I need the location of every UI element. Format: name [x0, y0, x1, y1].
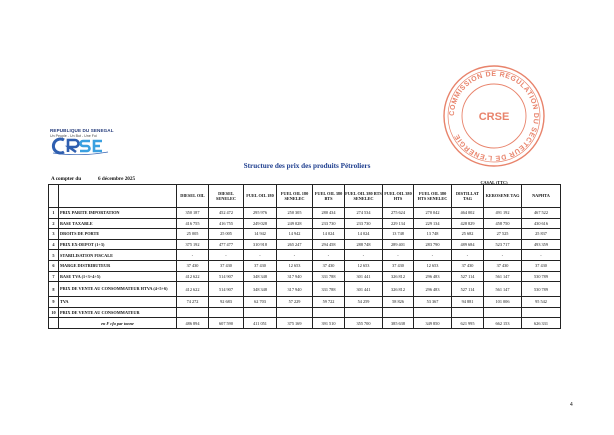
regulator-stamp — [440, 62, 548, 170]
table-row — [49, 318, 561, 329]
col-header: FUEL OIL 380 BTS — [313, 185, 345, 208]
table-cell: 233 730 — [345, 218, 383, 229]
row-label: PRIX PARITE IMPORTATION — [59, 208, 177, 219]
table-cell: 95 542 — [522, 297, 561, 308]
col-header: KEROSENE TAG — [484, 185, 522, 208]
table-cell: 527 114 — [452, 271, 484, 282]
table-cell: 12 653 — [277, 260, 313, 271]
table-cell: 37 430 — [244, 260, 277, 271]
table-cell: 350 187 — [177, 208, 209, 219]
table-row — [49, 208, 561, 219]
table-cell: 349 850 — [414, 318, 452, 329]
row-index: 8 — [49, 282, 59, 297]
table-cell: 301 441 — [345, 271, 383, 282]
row-label: TVA — [59, 297, 177, 308]
table-cell: 458 750 — [484, 218, 522, 229]
price-structure-table — [48, 184, 561, 329]
table-cell: 280 434 — [313, 208, 345, 219]
table-cell: - — [209, 250, 244, 261]
table-cell: 37 430 — [522, 260, 561, 271]
table-cell: 27 525 — [484, 229, 522, 240]
document-title: Structure des prix des produits Pétroliers — [243, 162, 371, 170]
page-number: 4 — [570, 402, 573, 408]
table-cell: 530 789 — [522, 282, 561, 297]
date-value: 6 décembre 2025 — [98, 176, 136, 182]
table-row — [49, 218, 561, 229]
table-cell — [277, 307, 313, 318]
table-cell: 452 472 — [209, 208, 244, 219]
table-cell: 274 534 — [345, 208, 383, 219]
table-cell: - — [414, 250, 452, 261]
table-cell: - — [383, 250, 414, 261]
table-cell: 58 826 — [383, 297, 414, 308]
table-row — [49, 282, 561, 297]
table-cell: 288 748 — [345, 239, 383, 250]
table-cell: 59 722 — [313, 297, 345, 308]
col-header: FUEL OIL 380 HTS SENELEC — [414, 185, 452, 208]
table-cell: 283 790 — [414, 239, 452, 250]
table-cell: 530 789 — [522, 271, 561, 282]
stamp-center-text: CRSE — [478, 111, 510, 123]
table-cell: 229 134 — [414, 218, 452, 229]
table-row — [49, 271, 561, 282]
table-cell: 310 918 — [244, 239, 277, 250]
table-cell: 662 153 — [484, 318, 522, 329]
table-cell: 626 331 — [522, 318, 561, 329]
row-index: 4 — [49, 239, 59, 250]
republic-label: REPUBLIQUE DU SENEGAL — [50, 128, 114, 133]
table-cell: - — [522, 250, 561, 261]
table-cell: 54 259 — [345, 297, 383, 308]
table-cell: 477 477 — [209, 239, 244, 250]
stamp-ring-text: COMMISSION DE REGULATION DU SECTEUR DE L'ENERGIE — [448, 70, 540, 162]
table-cell: 249 028 — [277, 218, 313, 229]
table-cell: - — [244, 250, 277, 261]
table-cell: - — [277, 250, 313, 261]
row-index: 1 — [49, 208, 59, 219]
col-header: FUEL OIL 180 SENELEC — [277, 185, 313, 208]
table-cell: 493 359 — [522, 239, 561, 250]
col-header: DIESEL OIL — [177, 185, 209, 208]
row-index — [49, 318, 59, 329]
row-label: PRIX DE VENTE AU CONSOMMATEUR HTVA (4+5+6) — [59, 282, 177, 297]
table-cell — [209, 307, 244, 318]
republic-motto: Un Peuple - Un But - Une Foi — [50, 134, 97, 138]
table-cell: 25 837 — [522, 229, 561, 240]
col-header: FUEL OIL 180 — [244, 185, 277, 208]
table-cell: 296 483 — [414, 282, 452, 297]
table-cell: 486 894 — [177, 318, 209, 329]
table-cell: 391 510 — [313, 318, 345, 329]
table-cell: 467 522 — [522, 208, 561, 219]
table-cell: - — [345, 250, 383, 261]
table-cell: 294 458 — [313, 239, 345, 250]
table-cell: 295 976 — [244, 208, 277, 219]
table-cell: 301 441 — [345, 282, 383, 297]
table-cell: 92 683 — [209, 297, 244, 308]
table-cell: 25 682 — [452, 229, 484, 240]
table-row — [49, 229, 561, 240]
table-cell: 53 367 — [414, 297, 452, 308]
row-label: DROITS DE PORTE — [59, 229, 177, 240]
table-cell: - — [313, 250, 345, 261]
table-cell — [383, 307, 414, 318]
table-cell: 331 788 — [313, 282, 345, 297]
table-cell: 375 192 — [177, 239, 209, 250]
table-header-row — [49, 185, 561, 208]
table-cell: - — [484, 250, 522, 261]
table-cell — [345, 307, 383, 318]
table-cell: 37 430 — [177, 260, 209, 271]
row-index: 5 — [49, 250, 59, 261]
table-cell: 12 653 — [414, 260, 452, 271]
table-cell: 430 616 — [522, 218, 561, 229]
table-cell — [452, 307, 484, 318]
table-cell: 489 684 — [452, 239, 484, 250]
row-label: MARGE DISTRIBUTEUR — [59, 260, 177, 271]
table-cell: 412 622 — [177, 282, 209, 297]
table-cell: 14 024 — [345, 229, 383, 240]
table-cell: 416 755 — [209, 218, 244, 229]
table-cell: 296 483 — [414, 271, 452, 282]
table-cell: 607 590 — [209, 318, 244, 329]
table-cell: 37 430 — [383, 260, 414, 271]
table-row — [49, 250, 561, 261]
table-cell: 249 028 — [244, 218, 277, 229]
table-cell: 411 051 — [244, 318, 277, 329]
table-cell: 331 788 — [313, 271, 345, 282]
table-cell: 561 147 — [484, 282, 522, 297]
table-cell: 250 305 — [277, 208, 313, 219]
table-cell: 326 812 — [383, 271, 414, 282]
col-header: FUEL OIL 380 HTS — [383, 185, 414, 208]
crse-logo-block — [50, 128, 170, 138]
table-row — [49, 260, 561, 271]
header-label — [59, 185, 177, 208]
table-cell: 37 430 — [313, 260, 345, 271]
table-cell: 265 247 — [277, 239, 313, 250]
table-cell: 12 653 — [345, 260, 383, 271]
row-index: 10 — [49, 307, 59, 318]
table-cell: 94 881 — [452, 297, 484, 308]
row-label: PRIX DE VENTE AU CONSOMMATEUR — [59, 307, 177, 318]
table-cell — [414, 307, 452, 318]
row-index: 9 — [49, 297, 59, 308]
table-cell: 14 024 — [313, 229, 345, 240]
table-cell: - — [452, 250, 484, 261]
table-cell — [522, 307, 561, 318]
table-cell: 37 430 — [484, 260, 522, 271]
table-cell: 14 942 — [277, 229, 313, 240]
table-cell: 25 005 — [177, 229, 209, 240]
row-label: en F cfa par tonne — [59, 318, 177, 329]
header-index — [49, 185, 59, 208]
col-header: FUEL OIL 380 BTS SENELEC — [345, 185, 383, 208]
date-label: A compter du — [51, 176, 82, 182]
table-cell: 491 192 — [484, 208, 522, 219]
table-cell: 514 907 — [209, 271, 244, 282]
table-cell: 13 748 — [383, 229, 414, 240]
table-cell: 229 134 — [383, 218, 414, 229]
col-header: DISTILLAT TAG — [452, 185, 484, 208]
table-row — [49, 239, 561, 250]
table-row — [49, 307, 561, 318]
row-label: PRIX EX-DEPOT (1+3) — [59, 239, 177, 250]
table-cell: 527 114 — [452, 282, 484, 297]
table-cell: 57 229 — [277, 297, 313, 308]
crse-logo-icon — [50, 137, 110, 155]
table-cell: 326 812 — [383, 282, 414, 297]
table-cell — [244, 307, 277, 318]
table-row — [49, 297, 561, 308]
row-index: 6 — [49, 260, 59, 271]
table-cell: 13 748 — [414, 229, 452, 240]
table-cell: 412 622 — [177, 271, 209, 282]
table-cell: 275 624 — [383, 208, 414, 219]
row-index: 3 — [49, 229, 59, 240]
table-cell: 14 942 — [244, 229, 277, 240]
table-cell: 317 940 — [277, 282, 313, 297]
table-cell: - — [177, 250, 209, 261]
table-cell: 464 002 — [452, 208, 484, 219]
table-cell: 101 006 — [484, 297, 522, 308]
table-cell — [484, 307, 522, 318]
table-cell: 317 940 — [277, 271, 313, 282]
table-cell: 37 430 — [209, 260, 244, 271]
table-cell: 348 348 — [244, 282, 277, 297]
table-cell: 233 730 — [313, 218, 345, 229]
table-cell: 621 995 — [452, 318, 484, 329]
table-cell: 514 907 — [209, 282, 244, 297]
table-cell: 561 147 — [484, 271, 522, 282]
row-label: BASE TAXABLE — [59, 218, 177, 229]
row-index: 2 — [49, 218, 59, 229]
row-label: STABILISATION FISCALE — [59, 250, 177, 261]
table-cell: 348 348 — [244, 271, 277, 282]
table-cell: 375 169 — [277, 318, 313, 329]
table-cell: 62 703 — [244, 297, 277, 308]
row-label: BASE TVA (1+3+4+5) — [59, 271, 177, 282]
table-cell — [313, 307, 345, 318]
table-cell: 523 717 — [484, 239, 522, 250]
table-cell: 37 430 — [452, 260, 484, 271]
table-cell: 416 755 — [177, 218, 209, 229]
table-cell: 289 401 — [383, 239, 414, 250]
table-body — [49, 208, 561, 329]
col-header: NAPHTA — [522, 185, 561, 208]
table-cell: 74 272 — [177, 297, 209, 308]
casal-caption: CASAL (TTC) — [480, 180, 508, 185]
table-cell: 385 638 — [383, 318, 414, 329]
row-index: 7 — [49, 271, 59, 282]
table-cell: 355 700 — [345, 318, 383, 329]
col-header: DIESEL SENELEC — [209, 185, 244, 208]
table-cell — [177, 307, 209, 318]
table-cell: 428 829 — [452, 218, 484, 229]
table-cell: 25 005 — [209, 229, 244, 240]
table-cell: 270 042 — [414, 208, 452, 219]
